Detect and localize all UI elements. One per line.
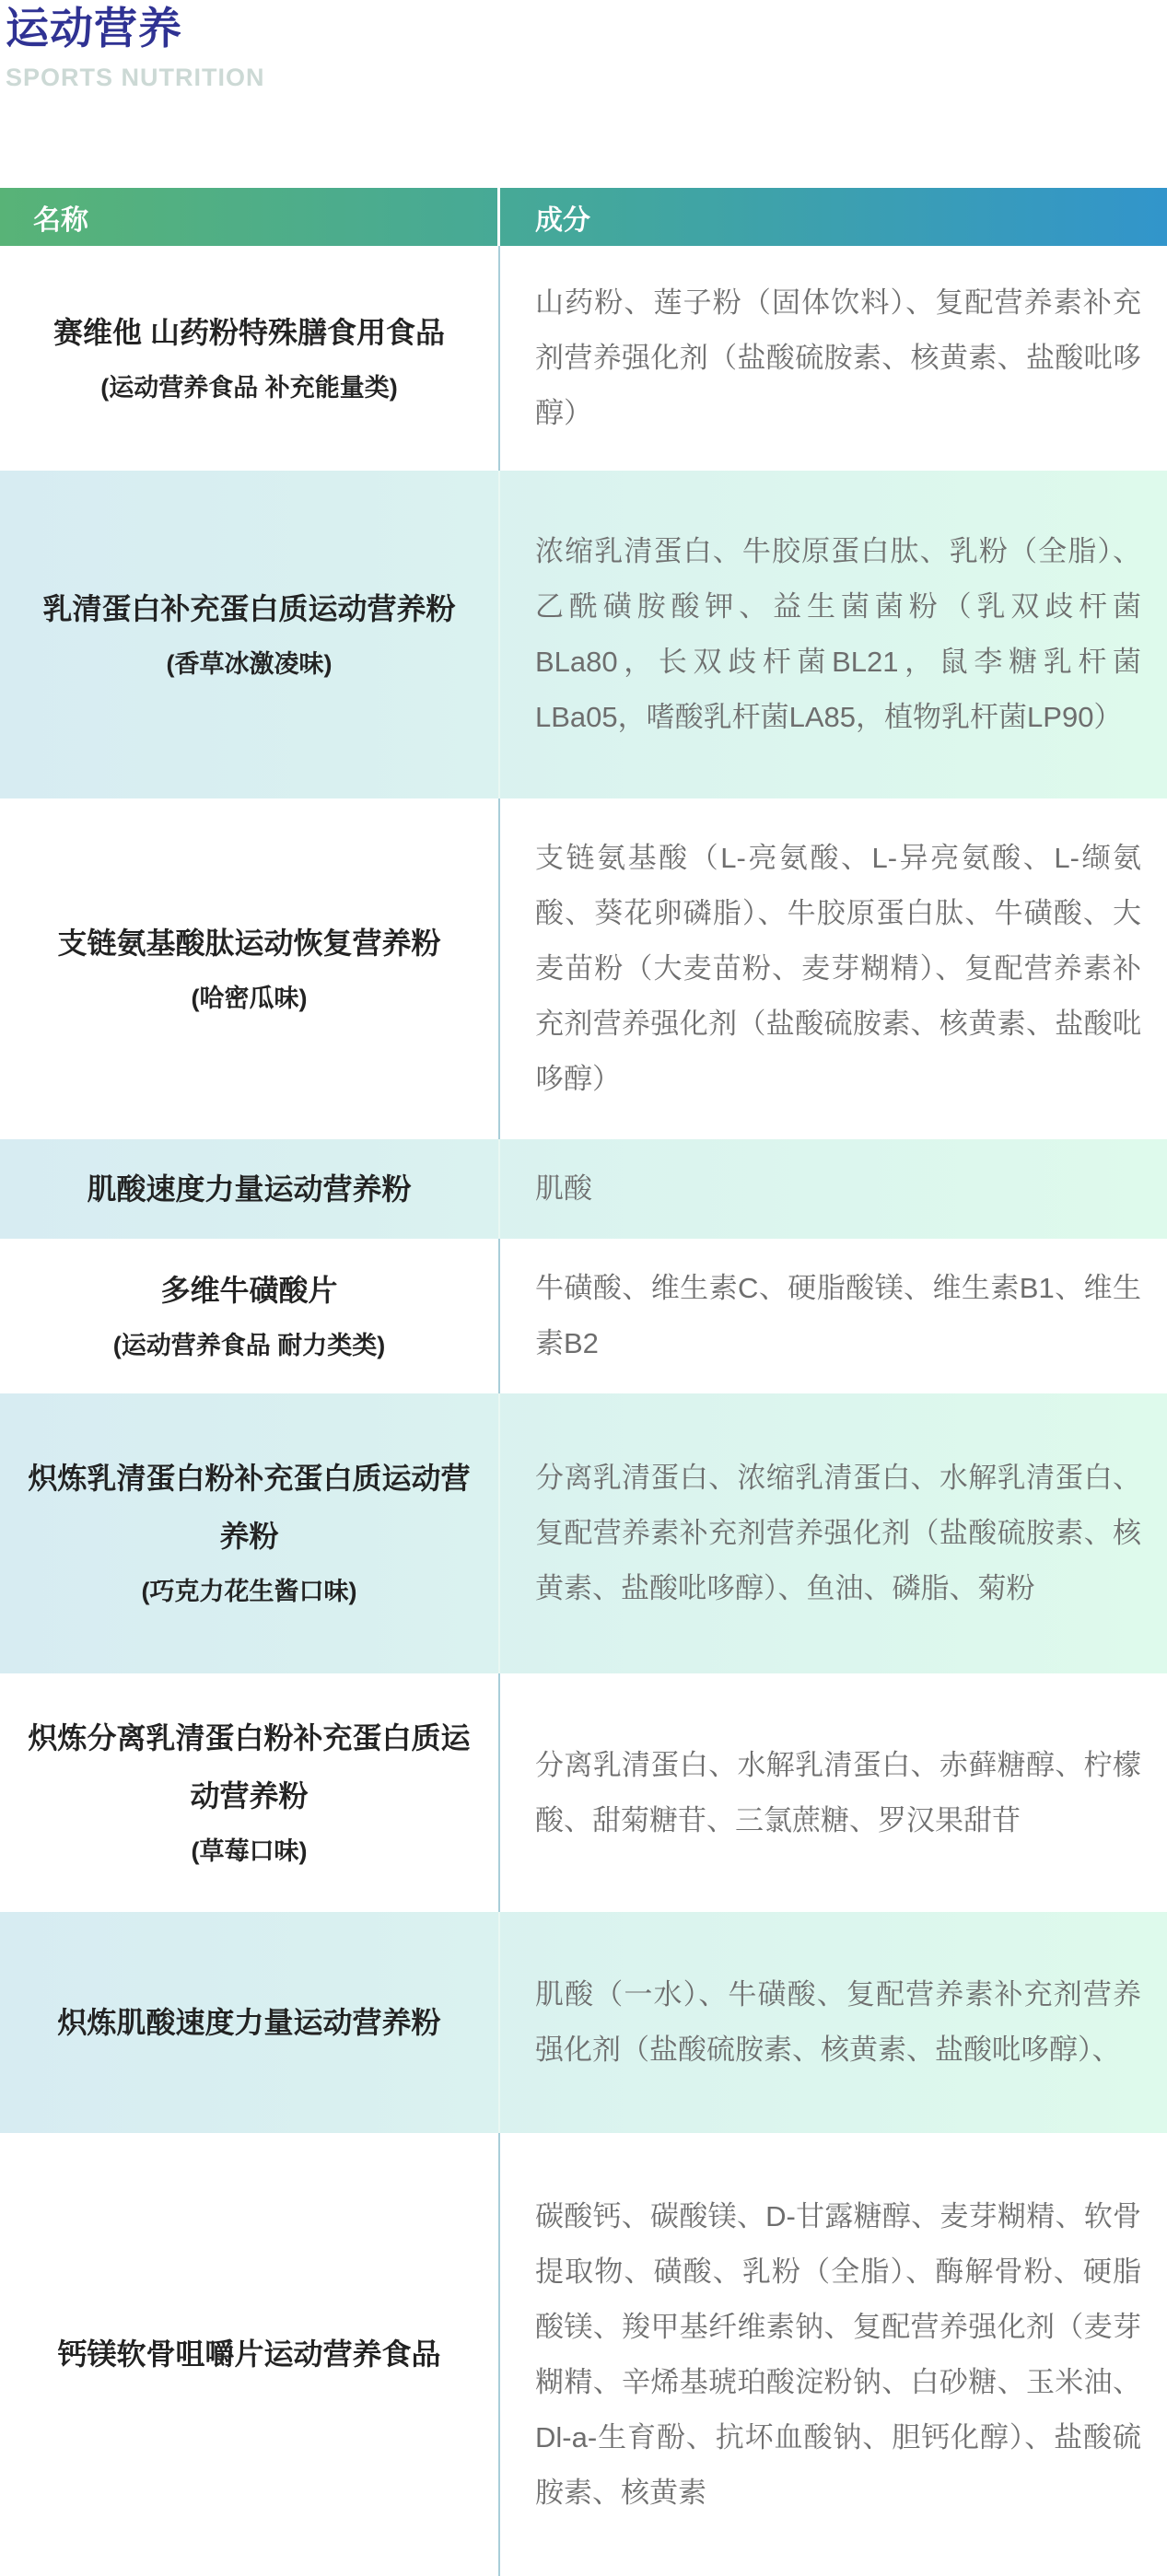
table-row	[0, 1139, 1167, 1239]
product-name-cell	[0, 471, 500, 798]
product-category: (运动营养食品 补充能量类)	[100, 373, 398, 402]
table-row	[0, 1239, 1167, 1393]
column-header-name: 名称	[0, 188, 500, 246]
product-flavor: (香草冰激凌味)	[166, 649, 333, 678]
table-row	[0, 1912, 1167, 2133]
product-name: 肌酸速度力量运动营养粉	[87, 1171, 412, 1206]
product-flavor: (哈密瓜味)	[191, 984, 308, 1012]
ingredients-cell	[500, 1912, 1167, 2133]
product-name: 炽炼分离乳清蛋白粉补充蛋白质运动营养粉	[28, 1720, 471, 1813]
product-name: 炽炼乳清蛋白粉补充蛋白质运动营养粉	[28, 1462, 471, 1553]
ingredients-text: 山药粉、莲子粉（固体饮料）、复配营养素补充剂营养强化剂（盐酸硫胺素、核黄素、盐酸吡哆醇）	[535, 286, 1141, 429]
product-flavor: (巧克力花生酱口味)	[141, 1578, 357, 1605]
ingredients-text: 浓缩乳清蛋白、牛胶原蛋白肽、乳粉（全脂）、乙酰磺胺酸钾、益生菌菌粉（乳双歧杆菌BLa80，长双歧杆菌BL21，鼠李糖乳杆菌LBa05，嗜酸乳杆菌LA85，植物乳杆菌LP90）	[535, 535, 1141, 733]
ingredients-cell	[500, 2133, 1167, 2576]
ingredients-text: 牛磺酸、维生素C、硬脂酸镁、维生素B1、维生素B2	[535, 1272, 1141, 1359]
product-name: 炽炼肌酸速度力量运动营养粉	[57, 2005, 441, 2039]
table-row	[0, 2133, 1167, 2576]
ingredients-text: 肌酸	[535, 1172, 592, 1205]
product-name-cell	[0, 246, 500, 471]
table-header-row	[0, 188, 1167, 246]
product-category: (运动营养食品 耐力类类)	[112, 1331, 386, 1359]
table-body	[0, 246, 1167, 2576]
ingredients-cell	[500, 798, 1167, 1139]
ingredients-text: 分离乳清蛋白、浓缩乳清蛋白、水解乳清蛋白、复配营养素补充剂营养强化剂（盐酸硫胺素、核黄素、盐酸吡哆醇）、鱼油、磷脂、菊粉	[535, 1462, 1141, 1604]
product-name: 多维牛磺酸片	[160, 1273, 338, 1307]
ingredients-cell	[500, 1393, 1167, 1673]
product-name-cell	[0, 798, 500, 1139]
ingredients-cell	[500, 1673, 1167, 1912]
product-flavor: (草莓口味)	[191, 1836, 308, 1865]
nutrition-table	[0, 188, 1167, 2576]
product-name: 钙镁软骨咀嚼片运动营养食品	[57, 2337, 441, 2371]
table-row	[0, 246, 1167, 471]
product-name-cell	[0, 2133, 500, 2576]
ingredients-text: 支链氨基酸（L-亮氨酸、L-异亮氨酸、L-缬氨酸、葵花卵磷脂）、牛胶原蛋白肽、牛磺酸、大麦苗粉（大麦苗粉、麦芽糊精）、复配营养素补充剂营养强化剂（盐酸硫胺素、核黄素、盐酸吡哆醇）	[535, 842, 1141, 1095]
product-name: 赛维他 山药粉特殊膳食用食品	[53, 315, 445, 349]
product-name-cell	[0, 1239, 500, 1393]
ingredients-text: 碳酸钙、碳酸镁、D-甘露糖醇、麦芽糊精、软骨提取物、磺酸、乳粉（全脂）、酶解骨粉、硬脂酸镁、羧甲基纤维素钠、复配营养强化剂（麦芽糊精、辛烯基琥珀酸淀粉钠、白砂糖、玉米油、Dl-a-生育酚、抗坏血酸钠、胆钙化醇）、盐酸硫胺素、核黄素	[535, 2199, 1141, 2509]
ingredients-cell	[500, 1239, 1167, 1393]
product-name: 乳清蛋白补充蛋白质运动营养粉	[42, 591, 456, 625]
table-row	[0, 1393, 1167, 1673]
table-row	[0, 798, 1167, 1139]
table-row	[0, 1673, 1167, 1912]
ingredients-cell	[500, 246, 1167, 471]
table-row	[0, 471, 1167, 798]
product-name-cell	[0, 1393, 500, 1673]
product-name: 支链氨基酸肽运动恢复营养粉	[57, 926, 441, 960]
column-header-ingredients: 成分	[535, 204, 590, 236]
ingredients-text: 分离乳清蛋白、水解乳清蛋白、赤藓糖醇、柠檬酸、甜菊糖苷、三氯蔗糖、罗汉果甜苷	[535, 1748, 1141, 1836]
product-name-cell	[0, 1673, 500, 1912]
page-title: 运动营养	[6, 4, 182, 52]
ingredients-cell	[500, 471, 1167, 798]
ingredients-cell	[500, 1139, 1167, 1239]
page-header	[0, 0, 1167, 92]
product-name-cell	[0, 1139, 500, 1239]
page-subtitle: SPORTS NUTRITION	[6, 64, 265, 91]
ingredients-text: 肌酸（一水）、牛磺酸、复配营养素补充剂营养强化剂（盐酸硫胺素、核黄素、盐酸吡哆醇）、	[535, 1978, 1141, 2066]
product-name-cell	[0, 1912, 500, 2133]
